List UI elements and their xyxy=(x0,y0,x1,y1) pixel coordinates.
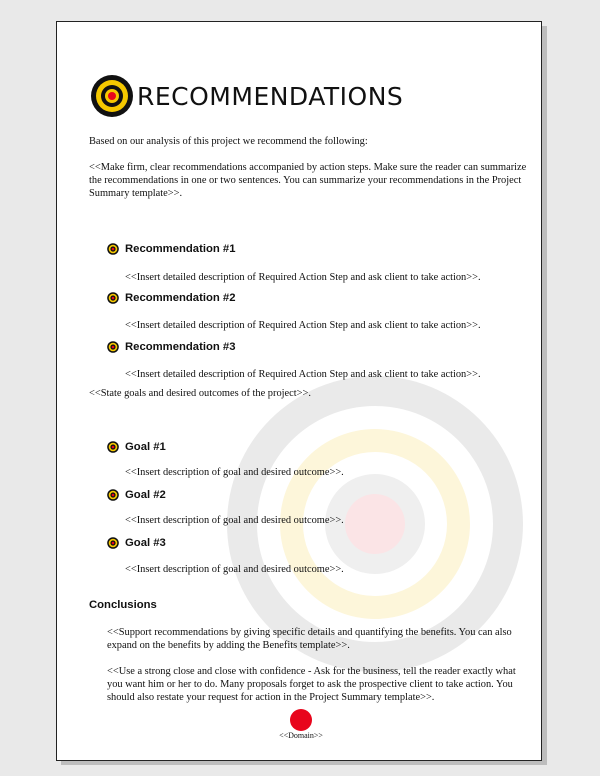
intro-note: <<Make firm, clear recommendations accompanied by action steps. Make sure the reader can summarize the recommendations in one or two sentences. You can summarize your recommendations in the Project Summary template>>. xyxy=(89,162,527,199)
goal-description: <<Insert description of goal and desired outcome>>. xyxy=(125,564,344,575)
intro-text: Based on our analysis of this project we recommend the following: xyxy=(89,136,368,147)
footer-domain: <<Domain>> xyxy=(279,731,323,740)
recommendation-item xyxy=(107,341,236,353)
goal-title: Goal #2 xyxy=(125,489,166,501)
target-logo-icon xyxy=(90,74,134,118)
goal-item xyxy=(107,441,166,453)
document-page xyxy=(56,21,542,761)
conclusions-paragraph: <<Support recommendations by giving specific details and quantifying the benefits. You can also expand on the benefits by adding the Benefits template>>. xyxy=(107,627,512,651)
recommendation-item xyxy=(107,292,236,304)
goal-item xyxy=(107,537,166,549)
recommendation-description: <<Insert detailed description of Required Action Step and ask client to take action>>. xyxy=(125,320,481,331)
page-shadow-bottom xyxy=(61,761,547,765)
target-bullet-icon xyxy=(107,292,119,304)
goal-description: <<Insert description of goal and desired outcome>>. xyxy=(125,515,344,526)
page-shadow-right xyxy=(542,26,547,764)
recommendation-title: Recommendation #1 xyxy=(125,243,236,255)
conclusions-heading: Conclusions xyxy=(89,599,157,611)
recommendation-item xyxy=(107,243,236,255)
target-bullet-icon xyxy=(107,341,119,353)
goal-title: Goal #3 xyxy=(125,537,166,549)
recommendation-description: <<Insert detailed description of Required Action Step and ask client to take action>>. xyxy=(125,369,481,380)
section-title: RECOMMENDATIONS xyxy=(137,82,404,111)
red-dot-icon xyxy=(290,709,312,731)
goal-item xyxy=(107,489,166,501)
recommendation-title: Recommendation #3 xyxy=(125,341,236,353)
goal-description: <<Insert description of goal and desired outcome>>. xyxy=(125,467,344,478)
target-bullet-icon xyxy=(107,243,119,255)
goals-intro: <<State goals and desired outcomes of the project>>. xyxy=(89,388,311,399)
goal-title: Goal #1 xyxy=(125,441,166,453)
target-bullet-icon xyxy=(107,537,119,549)
recommendation-title: Recommendation #2 xyxy=(125,292,236,304)
target-bullet-icon xyxy=(107,489,119,501)
recommendation-description: <<Insert detailed description of Required Action Step and ask client to take action>>. xyxy=(125,272,481,283)
conclusions-paragraph: <<Use a strong close and close with confidence - Ask for the business, tell the reader exactly what you want him or her to do. Many proposals forget to ask the prospective client to take action. You should also restate your request for action in the Project Summary template>>. xyxy=(107,666,516,703)
target-bullet-icon xyxy=(107,441,119,453)
